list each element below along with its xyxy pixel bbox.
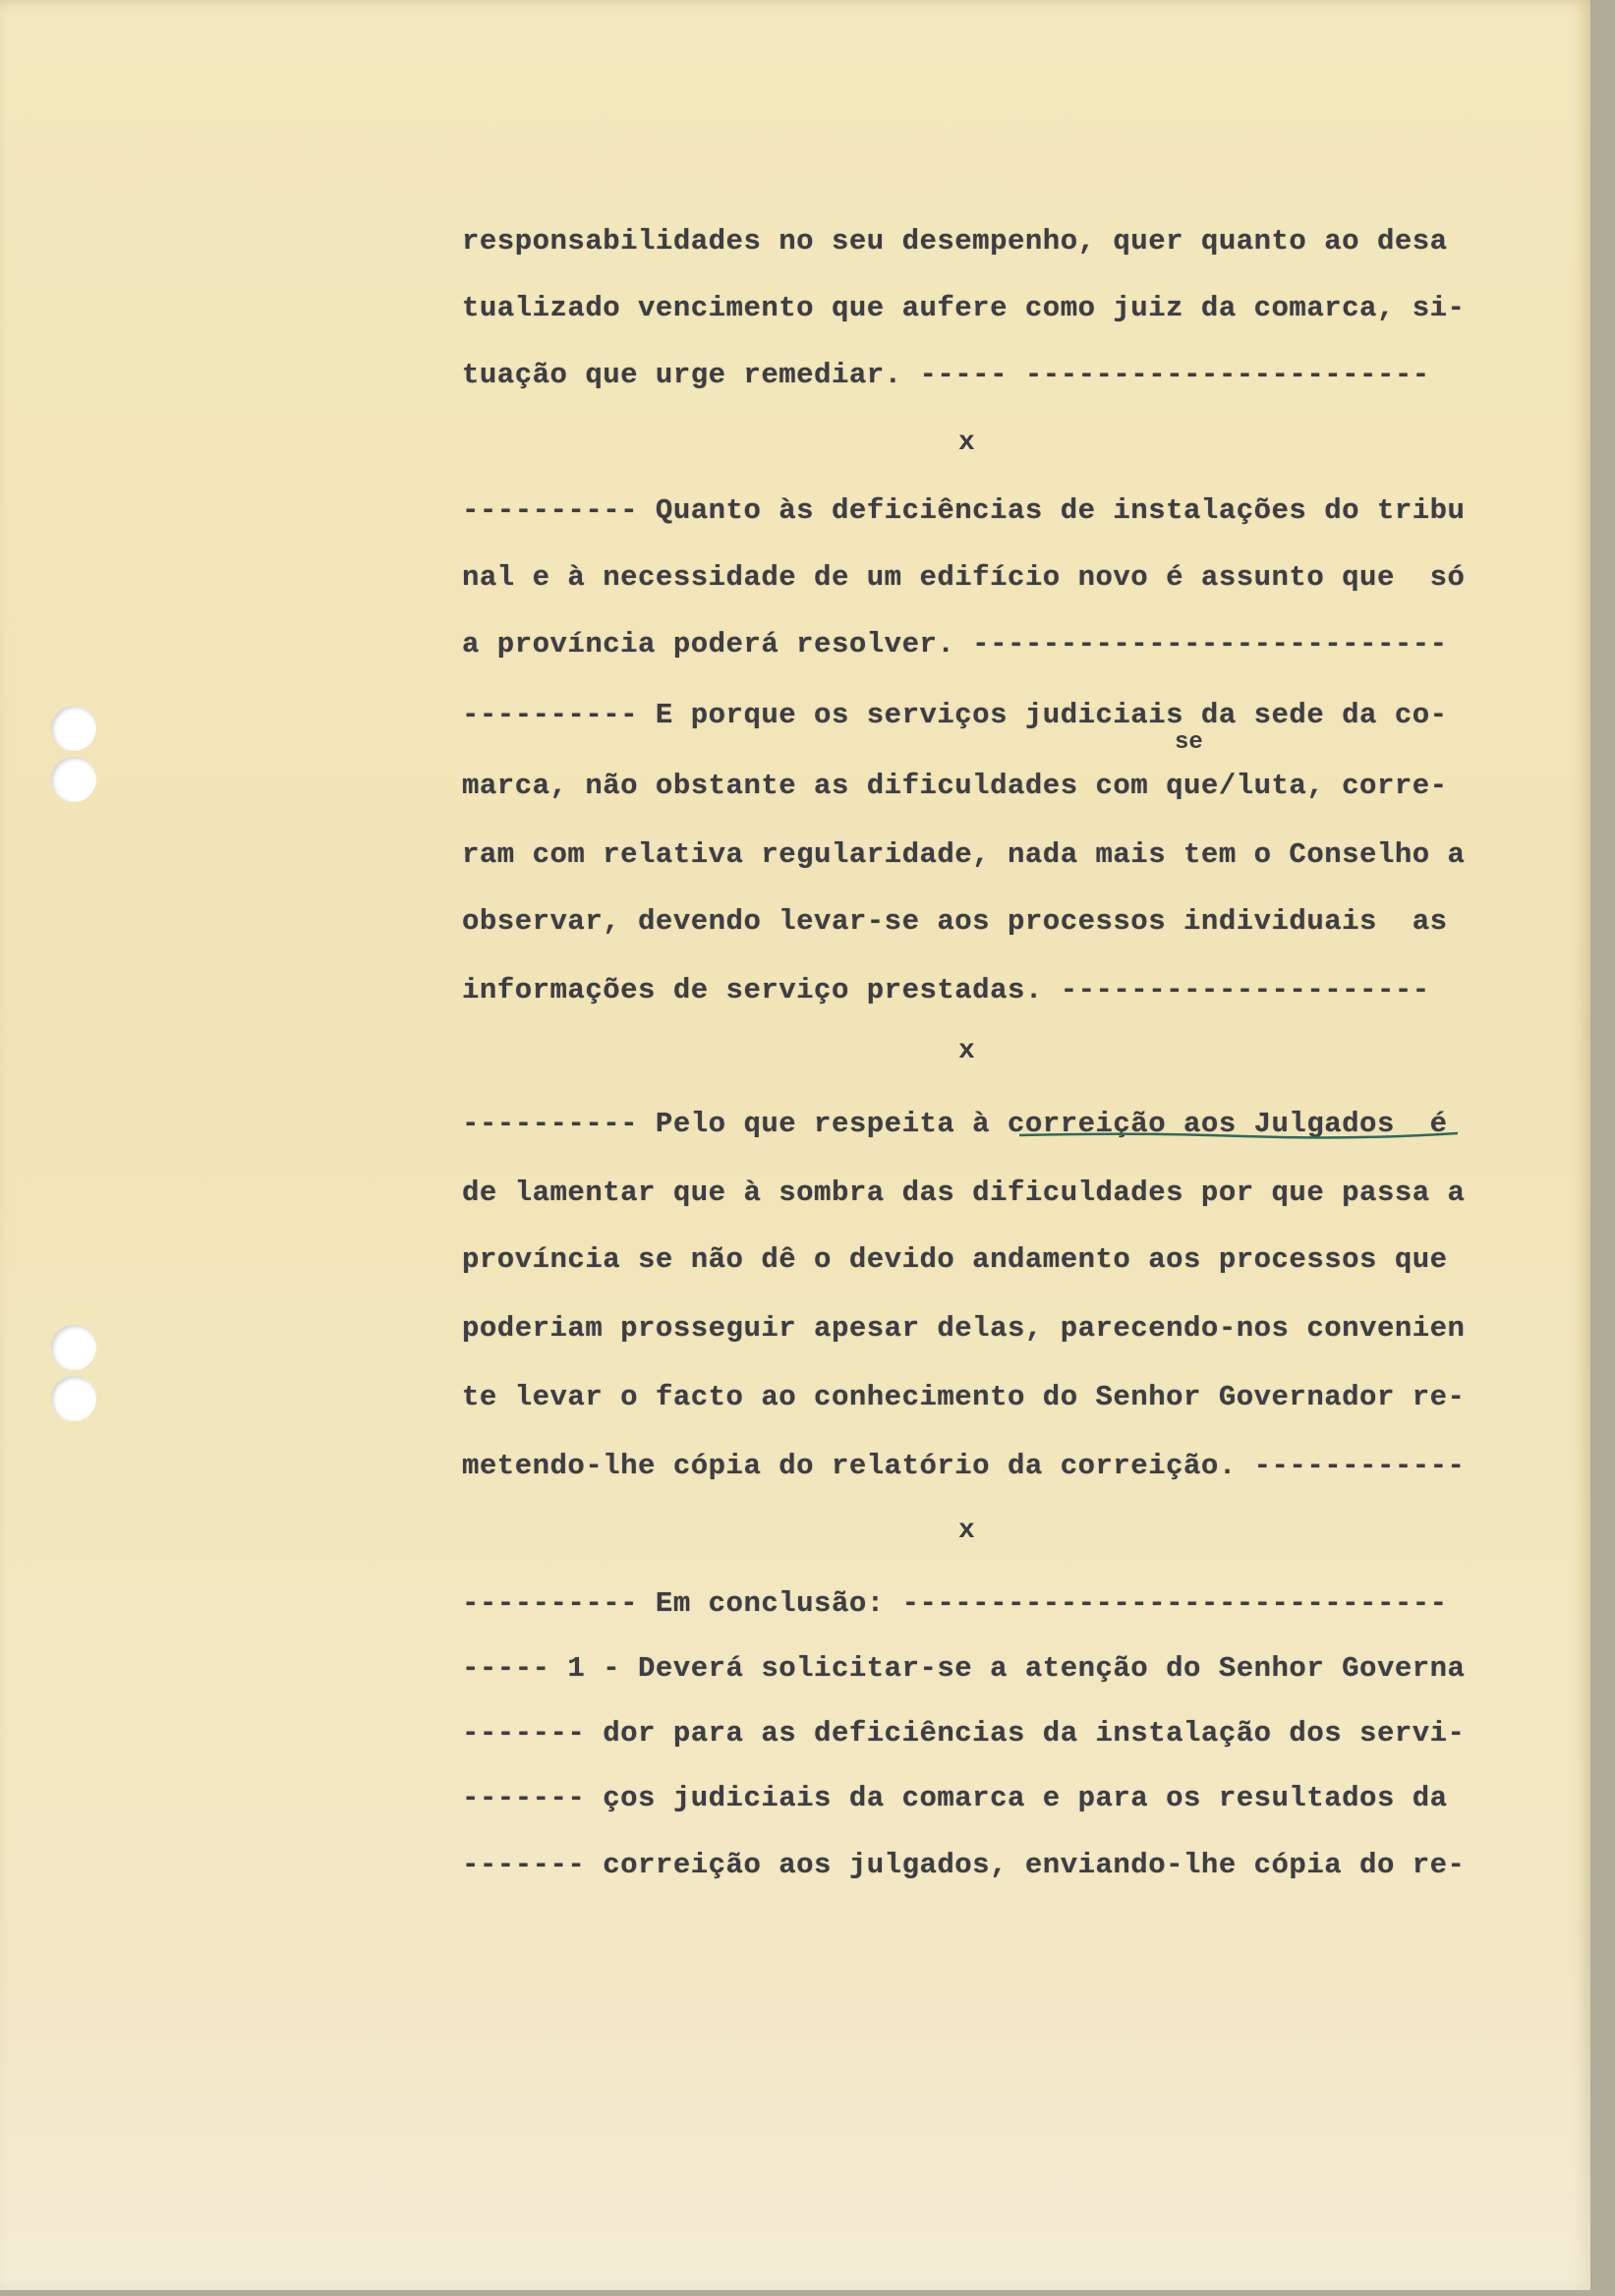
text-line: ---------- Em conclusão: ------------------------------- [462,1587,1448,1620]
text-line: província se não dê o devido andamento aos processos que [462,1243,1448,1276]
text-line: metendo-lhe cópia do relatório da correição. ------------ [462,1450,1466,1482]
text-line: de lamentar que à sombra das dificuldades por que passa a [462,1177,1466,1209]
punch-hole [51,757,96,802]
section-separator: x [958,428,975,458]
text-line: ---------- Quanto às deficiências de instalações do tribu [462,494,1466,527]
section-separator: x [958,1516,975,1546]
handwritten-insertion: se [1175,729,1203,756]
text-line: ram com relativa regularidade, nada mais tem o Conselho a [462,838,1466,871]
ink-underline [1017,1130,1460,1140]
text-line: nal e à necessidade de um edifício novo é assunto que só [462,561,1466,594]
text-line: a província poderá resolver. --------------------------- [462,628,1448,660]
text-line: tuação que urge remediar. ----- ----------------------- [462,359,1430,391]
text-line: ------- ços judiciais da comarca e para os resultados da [462,1782,1448,1814]
section-separator: x [958,1036,975,1066]
text-line: poderiam prosseguir apesar delas, parecendo-nos convenien [462,1312,1466,1345]
text-line: ------- correição aos julgados, enviando-lhe cópia do re- [462,1849,1466,1881]
punch-hole [51,1376,96,1421]
punch-hole [51,706,96,751]
text-line: te levar o facto ao conhecimento do Senhor Governador re- [462,1381,1466,1413]
text-line: ---------- Pelo que respeita à correição aos Julgados é [462,1108,1448,1140]
text-line: ----- 1 - Deverá solicitar-se a atenção do Senhor Governa [462,1652,1466,1685]
paper-fold-shading [0,1951,1590,2290]
text-line: marca, não obstante as dificuldades com que/luta, corre- [462,770,1448,802]
text-line: observar, devendo levar-se aos processos individuais as [462,905,1448,938]
text-line: ------- dor para as deficiências da instalação dos servi- [462,1717,1466,1750]
text-line: tualizado vencimento que aufere como juiz da comarca, si- [462,292,1466,324]
text-line: responsabilidades no seu desempenho, quer quanto ao desa [462,225,1448,258]
text-line: ---------- E porque os serviços judiciais da sede da co- [462,699,1448,731]
punch-hole [51,1325,96,1370]
text-line: informações de serviço prestadas. --------------------- [462,974,1430,1006]
